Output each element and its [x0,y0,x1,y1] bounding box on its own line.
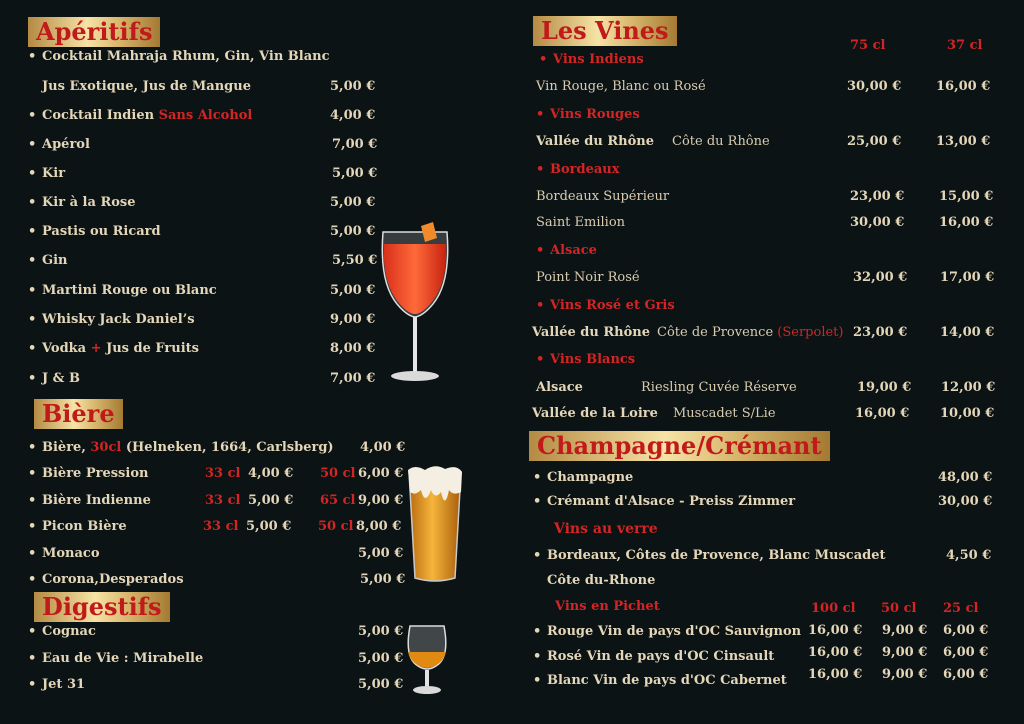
vins-au-verre-heading: Vins au verre [554,521,658,537]
aperitif-price-5: 5,00 € [330,224,376,239]
vins-blancs-row-0-p2: 12,00 € [941,380,996,395]
biere-price-5: 5,00 € [360,572,406,587]
aperitif-price-6: 5,50 € [332,253,378,268]
bordeaux-row-1: Saint Emilion [536,215,626,230]
vins-rouges-region: Vallée du Rhône [536,134,654,149]
aperitif-price-1: 4,00 € [330,108,376,123]
aperitif-item-1-label: Cocktail Indien [42,108,155,123]
biere-1-size1: 33 cl [205,466,241,481]
vins-indiens-row: Vin Rouge, Blanc ou Rosé [536,79,706,94]
digestif-price-0: 5,00 € [358,624,404,639]
pichet-row-0: • Rouge Vin de pays d'OC Sauvignon [547,624,801,639]
spritz-glass-icon [375,222,455,384]
champagne-price-1: 30,00 € [938,494,993,509]
aperitif-item-0-line2: Jus Exotique, Jus de Mangue [42,79,251,94]
pichet-row-2-p1: 16,00 € [808,667,863,682]
digestif-price-2: 5,00 € [358,677,404,692]
pichet-row-1: • Rosé Vin de pays d'OC Cinsault [547,649,774,664]
biere-3-price1: 5,00 € [246,519,292,534]
cognac-glass-icon [404,622,450,696]
champagne-title: Champagne/Crémant [529,431,830,461]
biere-item-0-label: Bière, [42,440,86,455]
pichet-col-50cl: 50 cl [881,601,917,616]
alsace-p1: 32,00 € [853,270,908,285]
vines-title: Les Vines [533,16,677,46]
aperitif-price-9: 8,00 € [330,341,376,356]
biere-3-size2: 50 cl [318,519,354,534]
vins-rouges-p2: 13,00 € [936,134,991,149]
vins-indiens-heading: • Vins Indiens [553,52,644,67]
biere-price-4: 5,00 € [358,546,404,561]
digestif-price-1: 5,00 € [358,651,404,666]
biere-item-0-brands: (Helneken, 1664, Carlsberg) [125,440,334,455]
vins-rose-region: Vallée du Rhône [532,325,650,340]
biere-30cl: 30cl [90,440,122,455]
aperitif-item-4: • Kir à la Rose [42,195,136,210]
sans-alcohol-label: Sans Alcohol [158,108,253,123]
vins-rose-label [657,325,843,340]
vins-blancs-heading: • Vins Blancs [550,352,635,367]
vins-au-verre-label2: Côte du-Rhone [547,573,656,588]
biere-2-price2: 9,00 € [358,493,404,508]
bordeaux-row-1-p2: 16,00 € [939,215,994,230]
vins-blancs-row-1-p2: 10,00 € [940,406,995,421]
aperitifs-title: Apéritifs [28,17,160,47]
vines-col-75cl: 75 cl [850,38,886,53]
biere-1-size2: 50 cl [320,466,356,481]
bordeaux-row-0-p2: 15,00 € [939,189,994,204]
bordeaux-row-0-p1: 23,00 € [850,189,905,204]
beer-glass-icon [405,466,465,584]
alsace-p2: 17,00 € [940,270,995,285]
pichet-col-25cl: 25 cl [943,601,979,616]
champagne-price-0: 48,00 € [938,470,993,485]
pichet-row-1-p3: 6,00 € [943,645,989,660]
aperitif-item-7: • Martini Rouge ou Blanc [42,283,217,298]
vins-au-verre-label: • Bordeaux, Côtes de Provence, Blanc Muscadet [547,548,886,563]
aperitif-item-6: • Gin [42,253,68,268]
vins-blancs-row-0-p1: 19,00 € [857,380,912,395]
vins-indiens-p1: 30,00 € [847,79,902,94]
biere-title: Bière [34,399,123,429]
biere-price-0: 4,00 € [360,440,406,455]
vins-rose-p1: 23,00 € [853,325,908,340]
aperitif-item-2: • Apérol [42,137,90,152]
vins-rose-label-text: Côte de Provence [657,325,774,340]
vins-rose-p2: 14,00 € [940,325,995,340]
bordeaux-row-0: Bordeaux Supérieur [536,189,670,204]
vins-blancs-row-1-region: Vallée de la Loire [532,406,658,421]
pichet-row-0-p3: 6,00 € [943,623,989,638]
biere-item-1: • Bière Pression [42,466,148,481]
biere-3-price2: 8,00 € [356,519,402,534]
aperitif-price-2: 7,00 € [332,137,378,152]
alsace-row: Point Noir Rosé [536,270,640,285]
pichet-row-0-p2: 9,00 € [882,623,928,638]
aperitif-item-9-label-after: Jus de Fruits [106,341,199,356]
vins-en-pichet-heading: Vins en Pichet [555,599,660,614]
vines-col-37cl: 37 cl [947,38,983,53]
aperitif-price-8: 9,00 € [330,312,376,327]
digestifs-title: Digestifs [34,592,170,622]
vins-blancs-row-1-p1: 16,00 € [855,406,910,421]
biere-item-3: • Picon Bière [42,519,127,534]
bordeaux-heading: • Bordeaux [550,162,620,177]
pichet-row-2-p3: 6,00 € [943,667,989,682]
vins-rose-heading: • Vins Rosé et Gris [550,298,675,313]
biere-2-size2: 65 cl [320,493,356,508]
aperitif-item-9-label: Vodka [42,341,87,356]
aperitif-price-0: 5,00 € [330,79,376,94]
aperitif-price-4: 5,00 € [330,195,376,210]
serpolet-label: (Serpolet) [777,325,844,340]
vins-blancs-row-0-region: Alsace [536,380,583,395]
biere-1-price1: 4,00 € [248,466,294,481]
plus-sign: + [90,341,102,356]
aperitif-item-3: • Kir [42,166,65,181]
pichet-row-2-p2: 9,00 € [882,667,928,682]
biere-item-0 [42,440,334,455]
aperitif-price-3: 5,00 € [332,166,378,181]
aperitif-item-0: • Cocktail Mahraja Rhum, Gin, Vin Blanc [42,49,330,64]
biere-item-4: • Monaco [42,546,100,561]
aperitif-item-1 [42,108,252,123]
aperitif-item-8: • Whisky Jack Daniel’s [42,312,195,327]
digestif-item-2: • Jet 31 [42,677,85,692]
pichet-row-0-p1: 16,00 € [808,623,863,638]
champagne-item-0: • Champagne [547,470,633,485]
aperitif-item-9 [42,341,199,356]
aperitif-price-10: 7,00 € [330,371,376,386]
pichet-col-100cl: 100 cl [811,601,856,616]
aperitif-price-7: 5,00 € [330,283,376,298]
alsace-heading: • Alsace [550,243,597,258]
biere-2-price1: 5,00 € [248,493,294,508]
biere-3-size1: 33 cl [203,519,239,534]
vins-indiens-p2: 16,00 € [936,79,991,94]
aperitif-item-5: • Pastis ou Ricard [42,224,161,239]
biere-item-2: • Bière Indienne [42,493,151,508]
vins-blancs-row-1-label: Muscadet S/Lie [673,406,776,421]
pichet-row-2: • Blanc Vin de pays d'OC Cabernet [547,673,787,688]
pichet-row-1-p2: 9,00 € [882,645,928,660]
pichet-row-1-p1: 16,00 € [808,645,863,660]
vins-rouges-p1: 25,00 € [847,134,902,149]
digestif-item-1: • Eau de Vie : Mirabelle [42,651,203,666]
champagne-item-1: • Crémant d'Alsace - Preiss Zimmer [547,494,795,509]
vins-au-verre-price: 4,50 € [946,548,992,563]
aperitif-item-10: • J & B [42,371,80,386]
digestif-item-0: • Cognac [42,624,96,639]
biere-item-5: • Corona,Desperados [42,572,184,587]
vins-blancs-row-0-label: Riesling Cuvée Réserve [641,380,797,395]
vins-rouges-heading: • Vins Rouges [550,107,640,122]
biere-1-price2: 6,00 € [358,466,404,481]
vins-rouges-label: Côte du Rhône [672,134,770,149]
bordeaux-row-1-p1: 30,00 € [850,215,905,230]
biere-2-size1: 33 cl [205,493,241,508]
